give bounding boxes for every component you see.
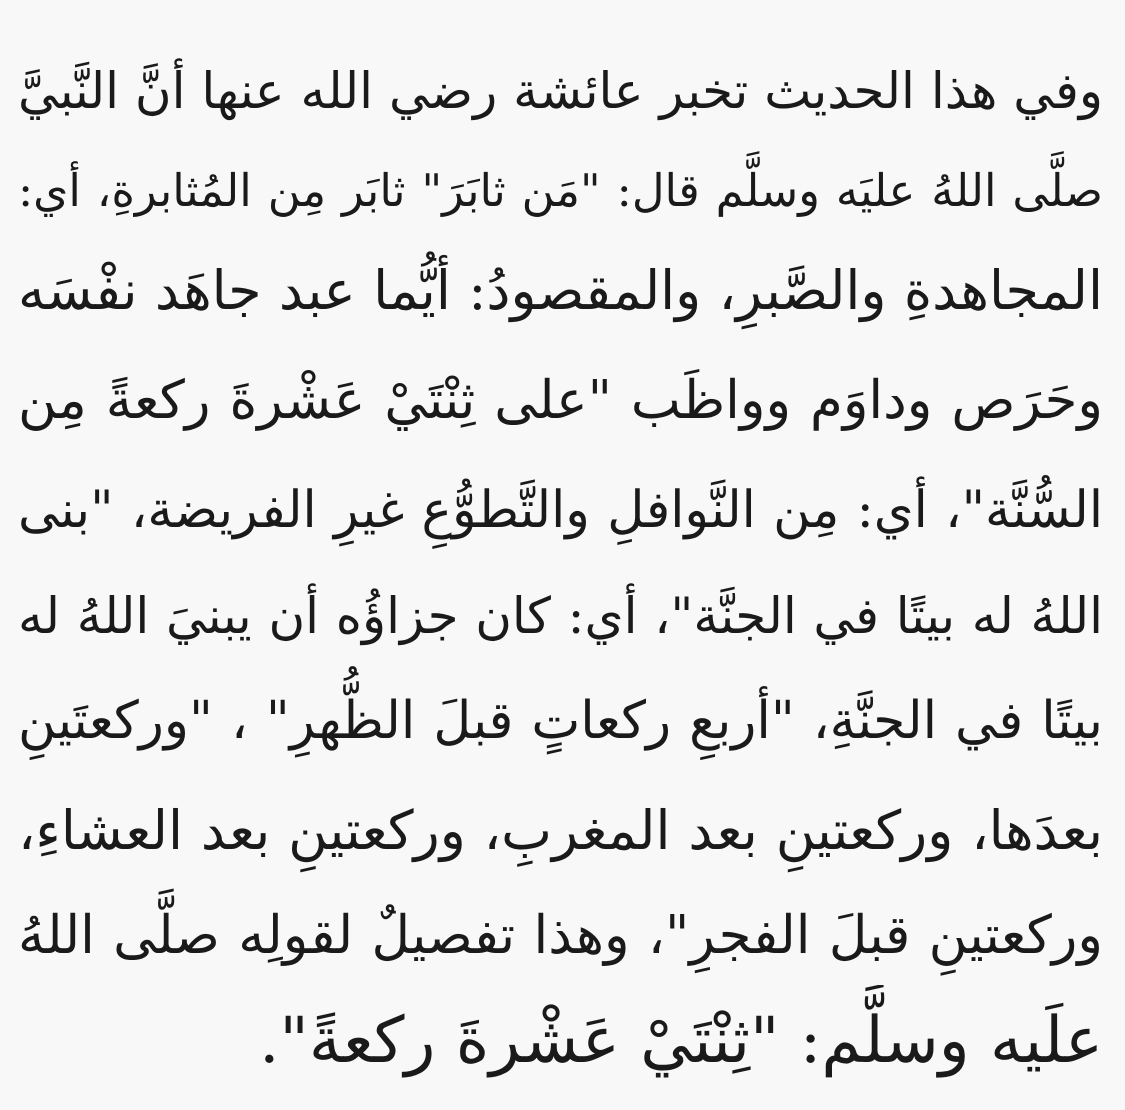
clipped-previous-line <box>0 0 1125 12</box>
text-line-5: السُّنَّة"، أي: مِن النَّوافلِ والتَّطوُّعِ غيرِ الفريضة، "بنى <box>18 481 1103 540</box>
text-line-3: المجاهدةِ والصَّبرِ، والمقصودُ: أيُّما عبد جاهَد نفْسَه <box>18 259 1103 322</box>
text-line-10: علَيه وسلَّم: "ثِنْتَيْ عَشْرةَ ركعةً". <box>259 1004 1103 1078</box>
text-line-7: بيتًا في الجنَّةِ، "أربعِ ركعاتٍ قبلَ الظُّهرِ" ، "وركعتَينِ <box>18 691 1103 751</box>
text-line-6: اللهُ له بيتًا في الجنَّة"، أي: كان جزاؤُه أن يبنيَ اللهُ له <box>18 587 1103 645</box>
text-line-2: صلَّى اللهُ عليَه وسلَّم قال: "مَن ثابَرَ" ثابَر مِن المُثابرةِ، أي: <box>18 164 1103 217</box>
text-line-1: وفي هذا الحديث تخبر عائشة رضي الله عنها أنَّ النَّبيَّ <box>18 62 1103 120</box>
text-line-8: بعدَها، وركعتينِ بعد المغربِ، وركعتينِ بعد العشاءِ، <box>18 799 1103 862</box>
text-line-9: وركعتينِ قبلَ الفجرِ"، وهذا تفصيلٌ لقولِه صلَّى اللهُ <box>18 905 1103 966</box>
text-line-4: وحَرَص وداوَم وواظَب "على ثِنْتَيْ عَشْرةَ ركعةً مِن <box>18 370 1103 431</box>
